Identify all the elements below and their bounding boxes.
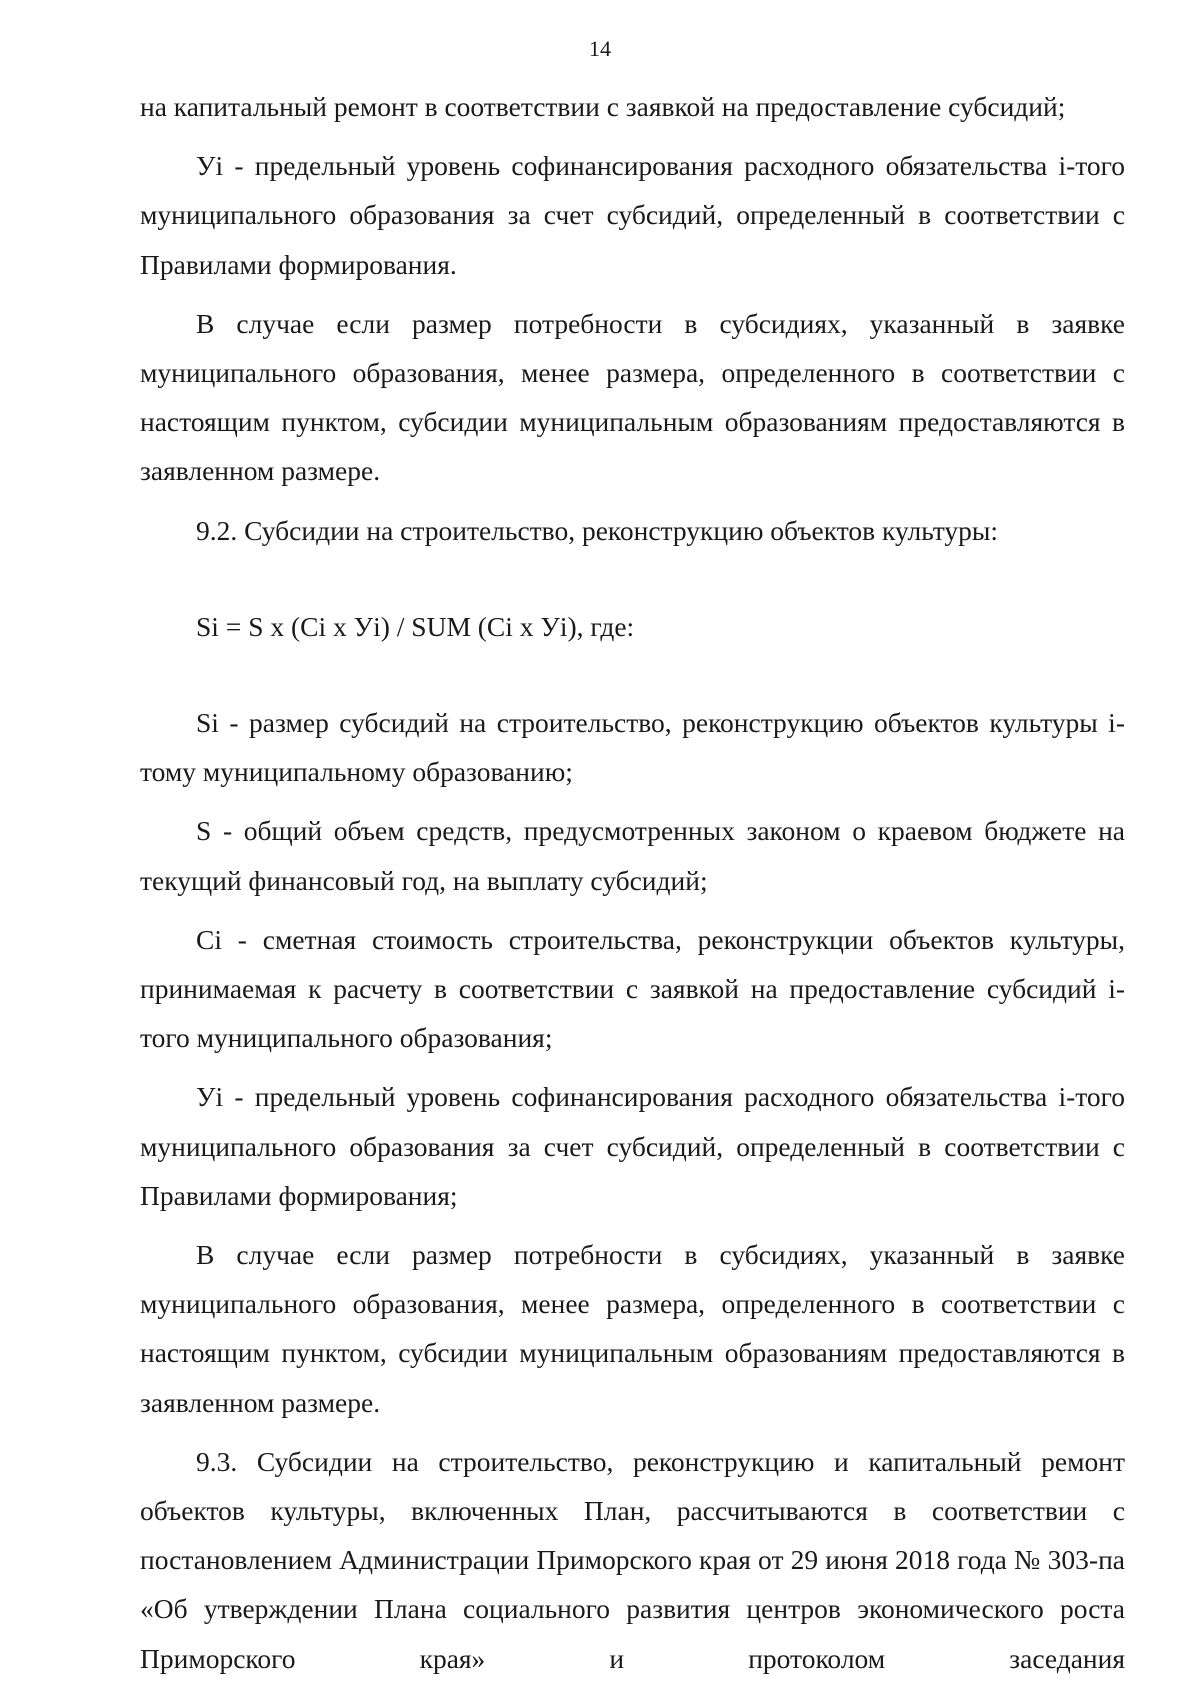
page-number: 14 xyxy=(589,36,611,61)
paragraph-definition-yi-2: Уi - предельный уровень софинансирования расходного обязательства i-того муниципального образования за счет субсидий, определенный в соответствии с Правилами формирования; xyxy=(140,1081,1125,1211)
paragraph-definition-ci: Ci - сметная стоимость строительства, реконструкции объектов культуры, принимаемая к расчету в соответствии с заявкой на предоставление субсидий i-того муниципального образования; xyxy=(140,923,1125,1054)
section-heading-9-2: 9.2. Субсидии на строительство, реконструкцию объектов культуры: xyxy=(196,514,999,546)
section-paragraph-9-3: 9.3. Субсидии на строительство, реконструкцию и капитальный ремонт объектов культуры, включенных План, рассчитываются в соответствии с постановлением Администрации Приморского края от 29 июня 2018 года № 303-па «Об утверждении Плана социального развития центров экономического роста Приморского края» и протоколом заседания xyxy=(140,1445,1125,1674)
paragraph-need-case-2: В случае если размер потребности в субсидиях, указанный в заявке муниципального образования, менее размера, определенного в соответствии с настоящим пунктом, субсидии муниципальным образованиям предоставляются в заявленном размере. xyxy=(140,1239,1125,1418)
formula: Si = S x (Ci x Уi) / SUM (Ci x Уi), где: xyxy=(196,610,635,642)
paragraph-definition-s: S - общий объем средств, предусмотренных законом о краевом бюджете на текущий финансовый год, на выплату субсидий; xyxy=(140,815,1125,896)
paragraph-need-case: В случае если размер потребности в субсидиях, указанный в заявке муниципального образования, менее размера, определенного в соответствии с настоящим пунктом, субсидии муниципальным образованиям предоставляются в заявленном размере. xyxy=(140,307,1125,487)
paragraph-definition-yi: Уi - предельный уровень софинансирования расходного обязательства i-того муниципального образования за счет субсидий, определенный в соответствии с Правилами формирования. xyxy=(140,150,1125,280)
paragraph-definition-si: Si - размер субсидий на строительство, реконструкцию объектов культуры i-тому муниципальному образованию; xyxy=(140,707,1125,788)
document-body xyxy=(140,82,1125,1683)
paragraph-continuation: на капитальный ремонт в соответствии с заявкой на предоставление субсидий; xyxy=(140,91,1066,122)
